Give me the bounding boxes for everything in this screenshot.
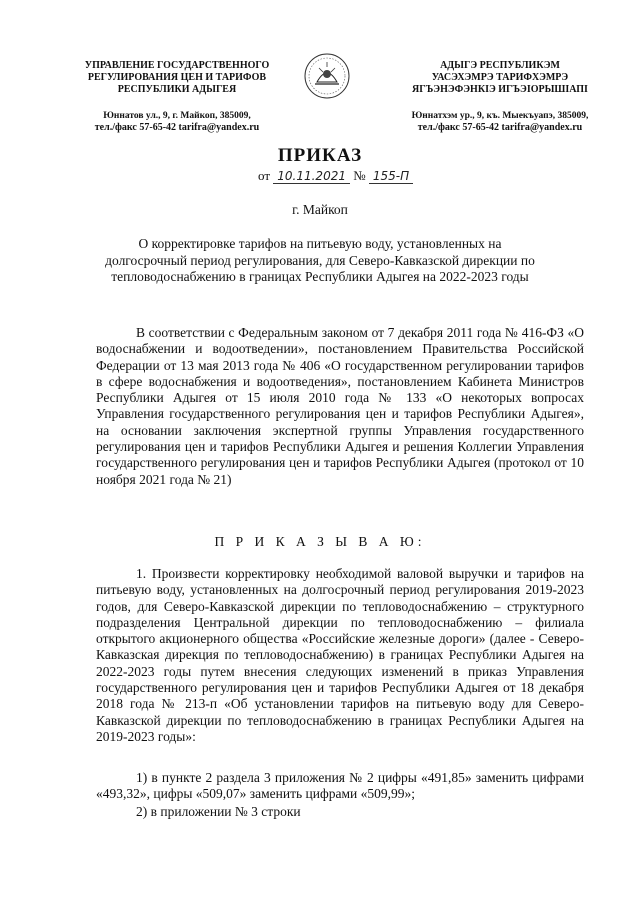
number-value: 155-П (369, 169, 413, 184)
document-subject: О корректировке тарифов на питьевую воду, установленных на долгосрочный период регулирования, для Северо-Кавказской дирекции по тепловодоснабжению в границах Республики Адыгея на 2022-2023 годы (105, 236, 535, 284)
date-prefix: от (258, 168, 271, 183)
org-contact-adyghe: тел./факс 57-65-42 tarifra@yandex.ru (417, 122, 583, 133)
org-name-line3: РЕСПУБЛИКИ АДЫГЕЯ (117, 84, 237, 95)
preamble-paragraph: В соответствии с Федеральным законом от 7 декабря 2011 года № 416-ФЗ «О водоснабжении и водоотведении», постановлением Правительства Российской Федерации от 13 мая 2013 года № 406 «О государственном регулировании тарифов в сфере водоснабжения и водоотведения», постановлением Кабинета Министров Республики Адыгея от 15 июля 2010 года № 133 «О некоторых вопросах Управления государственного регулирования цен и тарифов Республики Адыгея», на основании заключения экспертной группы Управления государственного регулирования цен и тарифов Республики Адыгея и решения Коллегии Управления государственного регулирования цен и тарифов Республики Адыгея (протокол от 10 ноября 2021 года № 21) (96, 325, 584, 487)
header-right (385, 60, 615, 134)
subitem-1-paragraph: 1) в пункте 2 раздела 3 приложения № 2 цифры «491,85» заменить цифрами «493,32», цифры «509,07» заменить цифрами «509,99»; (96, 770, 584, 802)
date-number-line (258, 168, 413, 184)
org-address: Юннатов ул., 9, г. Майкоп, 385009, (103, 111, 251, 121)
org-name-line1: УПРАВЛЕНИЕ ГОСУДАРСТВЕННОГО (84, 60, 270, 71)
item-1-paragraph: 1. Произвести корректировку необходимой валовой выручки и тарифов на питьевую воду, установленных на долгосрочный период регулирования 2019-2023 годов, для Северо-Кавказской дирекции по тепловодоснабжению – структурного подразделения Центральной дирекции по тепловодоснабжению – филиала открытого акционерного общества «Российские железные дороги» (далее - Северо-Кавказская дирекция по тепловодоснабжению) в границах Республики Адыгея на 2022-2023 годы путем внесения следующих изменений в приказ Управления государственного регулирования цен и тарифов Республики Адыгея от 18 декабря 2018 года № 213-п «Об установлении тарифов на питьевую воду для Северо-Кавказской дирекции по тепловодоснабжению в границах Республики Адыгея на 2019-2023 годы»: (96, 566, 584, 744)
org-name-line2: РЕГУЛИРОВАНИЯ ЦЕН И ТАРИФОВ (87, 72, 267, 83)
org-name-line2-adyghe: УАСЭХЭМРЭ ТАРИФХЭМРЭ (431, 72, 569, 83)
org-address-adyghe: Юннатхэм ур., 9, къ. Мыекъуапэ, 385009, (411, 111, 589, 121)
order-heading: П Р И К А З Ы В А Ю: (214, 534, 426, 549)
header-left (62, 60, 292, 134)
emblem-icon (303, 52, 351, 100)
org-name-line1-adyghe: АДЫГЭ РЕСПУБЛИКЭМ (440, 60, 560, 71)
subitem-2-paragraph: 2) в приложении № 3 строки (136, 804, 301, 819)
city: г. Майкоп (292, 202, 348, 217)
document-title: ПРИКАЗ (277, 145, 363, 166)
date-value: 10.11.2021 (273, 169, 350, 184)
org-name-line3-adyghe: ЯГЪЭНЭФЭНКIЭ ИГЪЭIОРЫШIАПI (412, 84, 588, 95)
number-prefix: № (353, 168, 366, 183)
org-contact: тел./факс 57-65-42 tarifra@yandex.ru (94, 122, 260, 133)
